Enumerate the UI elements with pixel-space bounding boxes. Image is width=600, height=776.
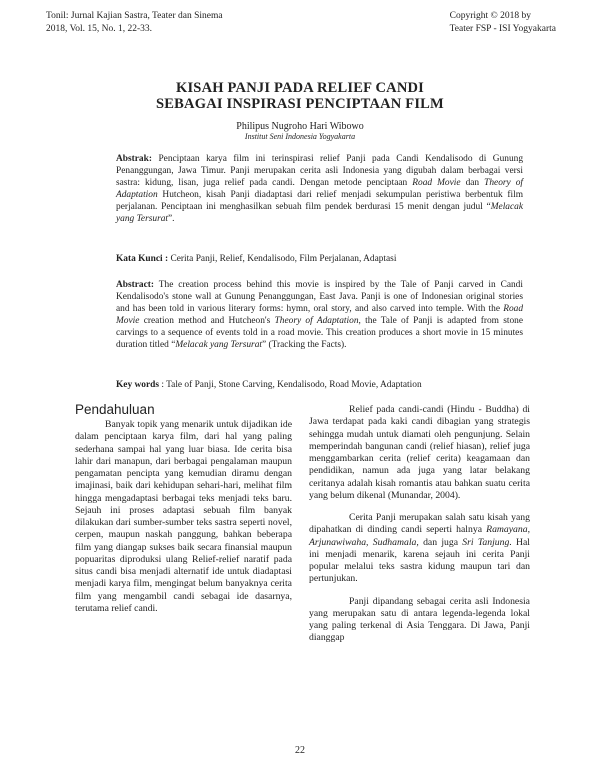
kata-kunci-block xyxy=(116,253,523,265)
relief-paragraph: Relief pada candi-candi (Hindu - Buddha) di Jawa terdapat pada kaki candi dibagian yang strategis sehingga mudah untuk diamati oleh pengunjung. Selain memperindah bangunan candi (relief hiasan), relief juga menggambarkan cerita (relief cerita) keagamaan dan pendidikan, namun ada juga yang latar belakang ceritanya adalah kisah romantis atau bahkan suatu cerita yang belum dikenal (Munandar, 2004). xyxy=(309,404,530,501)
left-column xyxy=(75,402,292,615)
abstract-em-title: Melacak yang Tersurat xyxy=(175,340,262,351)
abstrak-block xyxy=(116,153,523,226)
abstract-text-3: , the Tale of Panji is adapted from stone carvings to a sequence of events told in a road movie. This creation produces a short movie in 15 minutes duration titled “ xyxy=(116,316,524,351)
abstract-em-road-movie: Road Movie xyxy=(116,304,524,327)
journal-name: Tonil: Jurnal Kajian Sastra, Teater dan Sinema xyxy=(46,11,223,21)
panji-text-2: dan juga xyxy=(423,536,459,548)
right-column xyxy=(309,404,530,655)
page-number: 22 xyxy=(295,745,305,756)
abstrak-text-4: ”. xyxy=(168,214,175,225)
panji-text-1: Cerita Panji merupakan salah satu kisah yang dipahatkan di dinding candi seperti halnya xyxy=(309,512,530,536)
journal-volume: 2018, Vol. 15, No. 1, 22-33. xyxy=(46,24,153,34)
abstract-block xyxy=(116,279,523,352)
abstract-label: Abstract: xyxy=(116,280,155,290)
author-name: Philipus Nugroho Hari Wibowo xyxy=(236,121,364,132)
abstract-text-4: ” (Tracking the Facts). xyxy=(261,340,347,351)
kata-kunci-text: Cerita Panji, Relief, Kendalisodo, Film Perjalanan, Adaptasi xyxy=(170,254,397,264)
abstrak-em-title: Melacak yang Tersurat xyxy=(116,202,523,225)
abstract-text-2: creation method and Hutcheon's xyxy=(143,316,271,327)
copyright-line: Copyright © 2018 by xyxy=(449,11,531,21)
abstrak-em-theory: Theory of Adaptation xyxy=(116,178,524,201)
panji-paragraph xyxy=(309,512,530,586)
abstract-text-1: The creation process behind this movie is inspired by the Tale of Panji carved in Candi Kendalisodo's stone wall at Gunung Penanggungan, East Java. Panji is one of Indonesian original stories and has been told in various literary forms: hymn, oral story, and also carved into temple. With the xyxy=(116,280,523,315)
panji-em-epics: Ramayana, Arjunawiwaha, Sudhamala, xyxy=(309,524,531,548)
copyright-header xyxy=(450,10,556,36)
keywords-text: : Tale of Panji, Stone Carving, Kendalisodo, Road Movie, Adaptation xyxy=(161,380,422,390)
abstract-em-theory: Theory of Adaptation xyxy=(274,316,359,327)
journal-header xyxy=(46,10,223,36)
paper-title xyxy=(0,80,600,112)
panji-text-3: . Hal ini menjadi menarik, karena sejauh ini cerita Panji popular melalui teks sastra kidung maupun tari dan pertunjukan. xyxy=(309,536,530,585)
keywords-block xyxy=(116,379,523,391)
kata-kunci-label: Kata Kunci : xyxy=(116,254,169,264)
panji-origin-paragraph: Panji dipandang sebagai cerita asli Indonesia yang merupakan satu di antara legenda-legenda lokal yang paling terkenal di Asia Tenggara. Di Jawa, Panji dianggap xyxy=(309,595,530,644)
abstrak-em-road-movie: Road Movie xyxy=(412,178,461,189)
author-affiliation: Institut Seni Indonesia Yogyakarta xyxy=(244,132,356,141)
keywords-label: Key words xyxy=(116,380,159,390)
panji-em-sri-tanjung: Sri Tanjung xyxy=(462,536,510,548)
intro-paragraph: Banyak topik yang menarik untuk dijadikan ide dalam penciptaan karya film, dari hal yang paling sederhana sampai hal yang luar biasa. Ide cerita bisa lahir dari manapun, dari berbagai pengalaman maupun pengamatan pencipta yang kemudian diramu dengan imajinasi, baik dari kehidupan sehari-hari, melihat film hingga mengadaptasi berbagai teks menjadi teks baru. Sejauh ini proses adaptasi sebuah film banyak dilakukan dari sumber-sumber teks sastra seperti novel, cerpen, maupun naskah panggung, bahkan beberapa film yang diangap sukses baik secara finansial maupun popuaritas diproduksi ulang Relief-relief naratif pada situs candi bisa menjadi alternatif ide untuk diadaptasi menjadi karya film, mengingat belum banyaknya cerita film yang mengambil candi sebagai ide dasarnya, terutama relief candi. xyxy=(75,419,292,614)
publisher-line: Teater FSP - ISI Yogyakarta xyxy=(449,24,556,34)
title-line-1: KISAH PANJI PADA RELIEF CANDI xyxy=(175,80,425,96)
abstrak-text-2: dan xyxy=(465,178,480,189)
section-title: Pendahuluan xyxy=(75,402,155,417)
abstrak-label: Abstrak: xyxy=(116,154,152,164)
abstrak-text-1: Penciptaan karya film ini terinspirasi relief Panji pada Candi Kendalisodo di Gunung Penanggungan, Jawa Timur. Panji merupakan cerita asli Indonesia yang digubah dalam berbagai versi sastra: kidung, lisan, juga relief pada candi. Dengan metode penciptaan xyxy=(116,154,524,189)
title-line-2: SEBAGAI INSPIRASI PENCIPTAAN FILM xyxy=(156,96,444,112)
abstrak-text-3: Hutcheon, kisah Panji diadaptasi dari relief menjadi sekumpulan peristiwa berbentuk film perjalanan. Penciptaan ini menghasilkan sebuah film pendek berdurasi 15 menit dengan judul “ xyxy=(116,190,523,213)
